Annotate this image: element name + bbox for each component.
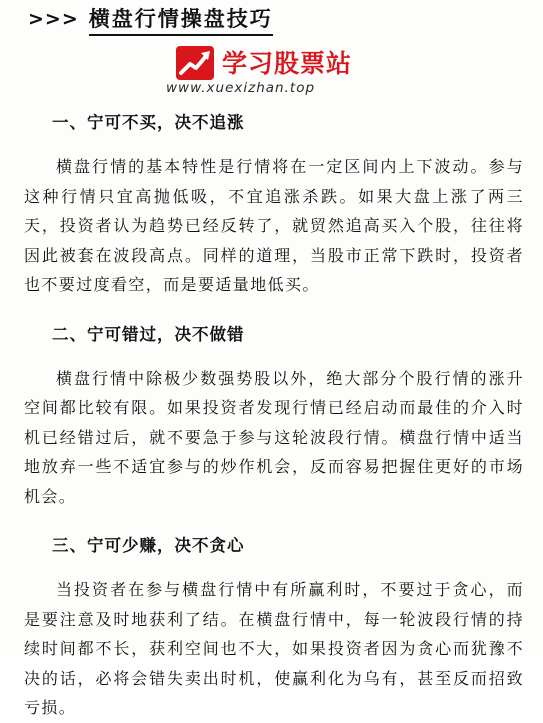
section-paragraph: 横盘行情的基本特性是行情将在一定区间内上下波动。参与这种行情只宜高抛低吸，不宜追涨杀跌。如果大盘上涨了两三天，投资者认为趋势已经反转了，就贸然追高买入个股，往往将因此被套在波段高点。同样的道理，当股市正常下跌时，投资者也不要过度看空，而是要适量地低买。	[24, 157, 524, 294]
section-paragraph: 横盘行情中除极少数强势股以外，绝大部分个股行情的涨升空间都比较有限。如果投资者发现行情已经启动而最佳的介入时机已经错过后，就不要急于参与这轮波段行情。横盘行情中适当地放弃一些不适宜参与的炒作机会，反而容易把握住更好的市场机会。	[24, 368, 524, 506]
watermark-url: www.xuexizhan.top	[166, 80, 316, 96]
article-body	[24, 110, 524, 723]
chevron-right-icon: >>>	[28, 8, 79, 30]
rising-chart-icon	[176, 46, 214, 80]
watermark-logo	[166, 44, 376, 102]
section-heading: 三、宁可少赚，决不贪心	[52, 536, 245, 555]
section-paragraph: 当投资者在参与横盘行情中有所赢利时，不要过于贪心，而是要注意及时地获利了结。在横盘行情中，每一轮波段行情的持续时间都不长，获利空间也不大，如果投资者因为贪心而犹豫不决的话，必将会错失卖出时机，使赢利化为乌有，甚至反而招致亏损。	[24, 580, 524, 717]
page-title: 横盘行情操盘技巧	[89, 3, 273, 36]
section-heading: 一、宁可不买，决不追涨	[52, 113, 245, 132]
document-header	[28, 4, 528, 34]
watermark-name: 学习股票站	[222, 49, 353, 78]
section-heading: 二、宁可错过，决不做错	[52, 324, 245, 344]
